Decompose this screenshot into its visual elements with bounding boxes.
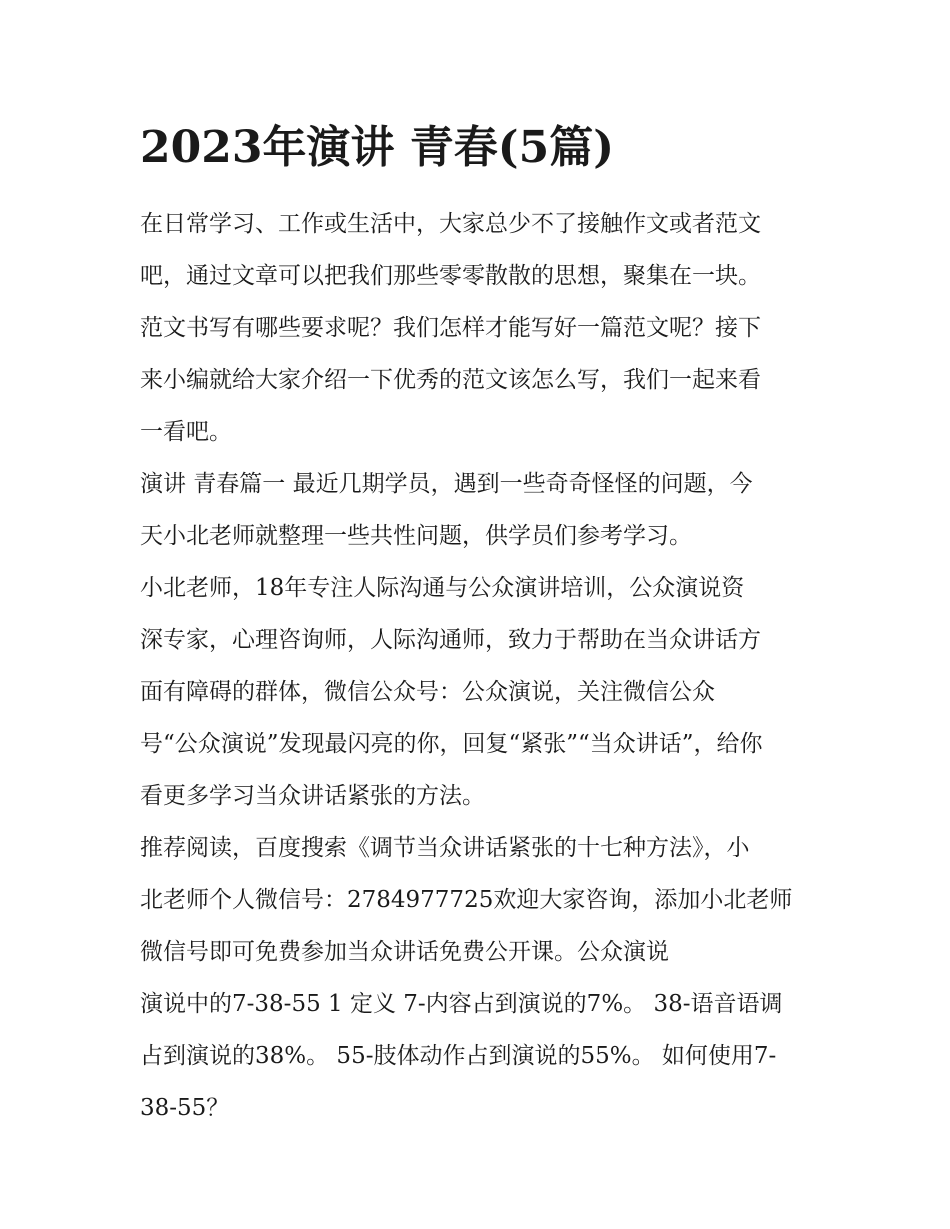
body-line: 在日常学习、工作或生活中，大家总少不了接触作文或者范文 — [140, 211, 761, 237]
body-line: 演说中的7-38-55 1 定义 7-内容占到演说的7%。 38-语音语调 — [140, 991, 783, 1017]
body-line: 推荐阅读，百度搜索《调节当众讲话紧张的十七种方法》，小 — [140, 835, 750, 861]
body-line: 一看吧。 — [140, 419, 232, 445]
document-body — [140, 198, 820, 1134]
body-line: 占到演说的38%。 55-肢体动作占到演说的55%。 如何使用7- — [140, 1043, 777, 1069]
body-line: 天小北老师就整理一些共性问题，供学员们参考学习。 — [140, 523, 692, 549]
body-line: 号“公众演说”发现最闪亮的你，回复“紧张”“当众讲话”，给你 — [140, 731, 763, 757]
body-line: 微信号即可免费参加当众讲话免费公开课。公众演说 — [140, 939, 669, 965]
body-line: 面有障碍的群体，微信公众号：公众演说，关注微信公众 — [140, 679, 715, 705]
body-line: 深专家，心理咨询师，人际沟通师，致力于帮助在当众讲话方 — [140, 627, 761, 653]
body-line: 来小编就给大家介绍一下优秀的范文该怎么写，我们一起来看 — [140, 367, 761, 393]
body-line: 范文书写有哪些要求呢？我们怎样才能写好一篇范文呢？接下 — [140, 315, 761, 341]
body-line: 小北老师，18年专注人际沟通与公众演讲培训，公众演说资 — [140, 575, 745, 601]
body-line: 38-55？ — [140, 1095, 230, 1121]
body-line: 看更多学习当众讲话紧张的方法。 — [140, 783, 485, 809]
body-line: 吧，通过文章可以把我们那些零零散散的思想，聚集在一块。 — [140, 263, 761, 289]
body-line: 北老师个人微信号：2784977725欢迎大家咨询，添加小北老师 — [140, 887, 793, 913]
body-line: 演讲 青春篇一 最近几期学员，遇到一些奇奇怪怪的问题，今 — [140, 471, 753, 497]
document-title: 2023年演讲 青春(5篇) — [140, 122, 615, 173]
